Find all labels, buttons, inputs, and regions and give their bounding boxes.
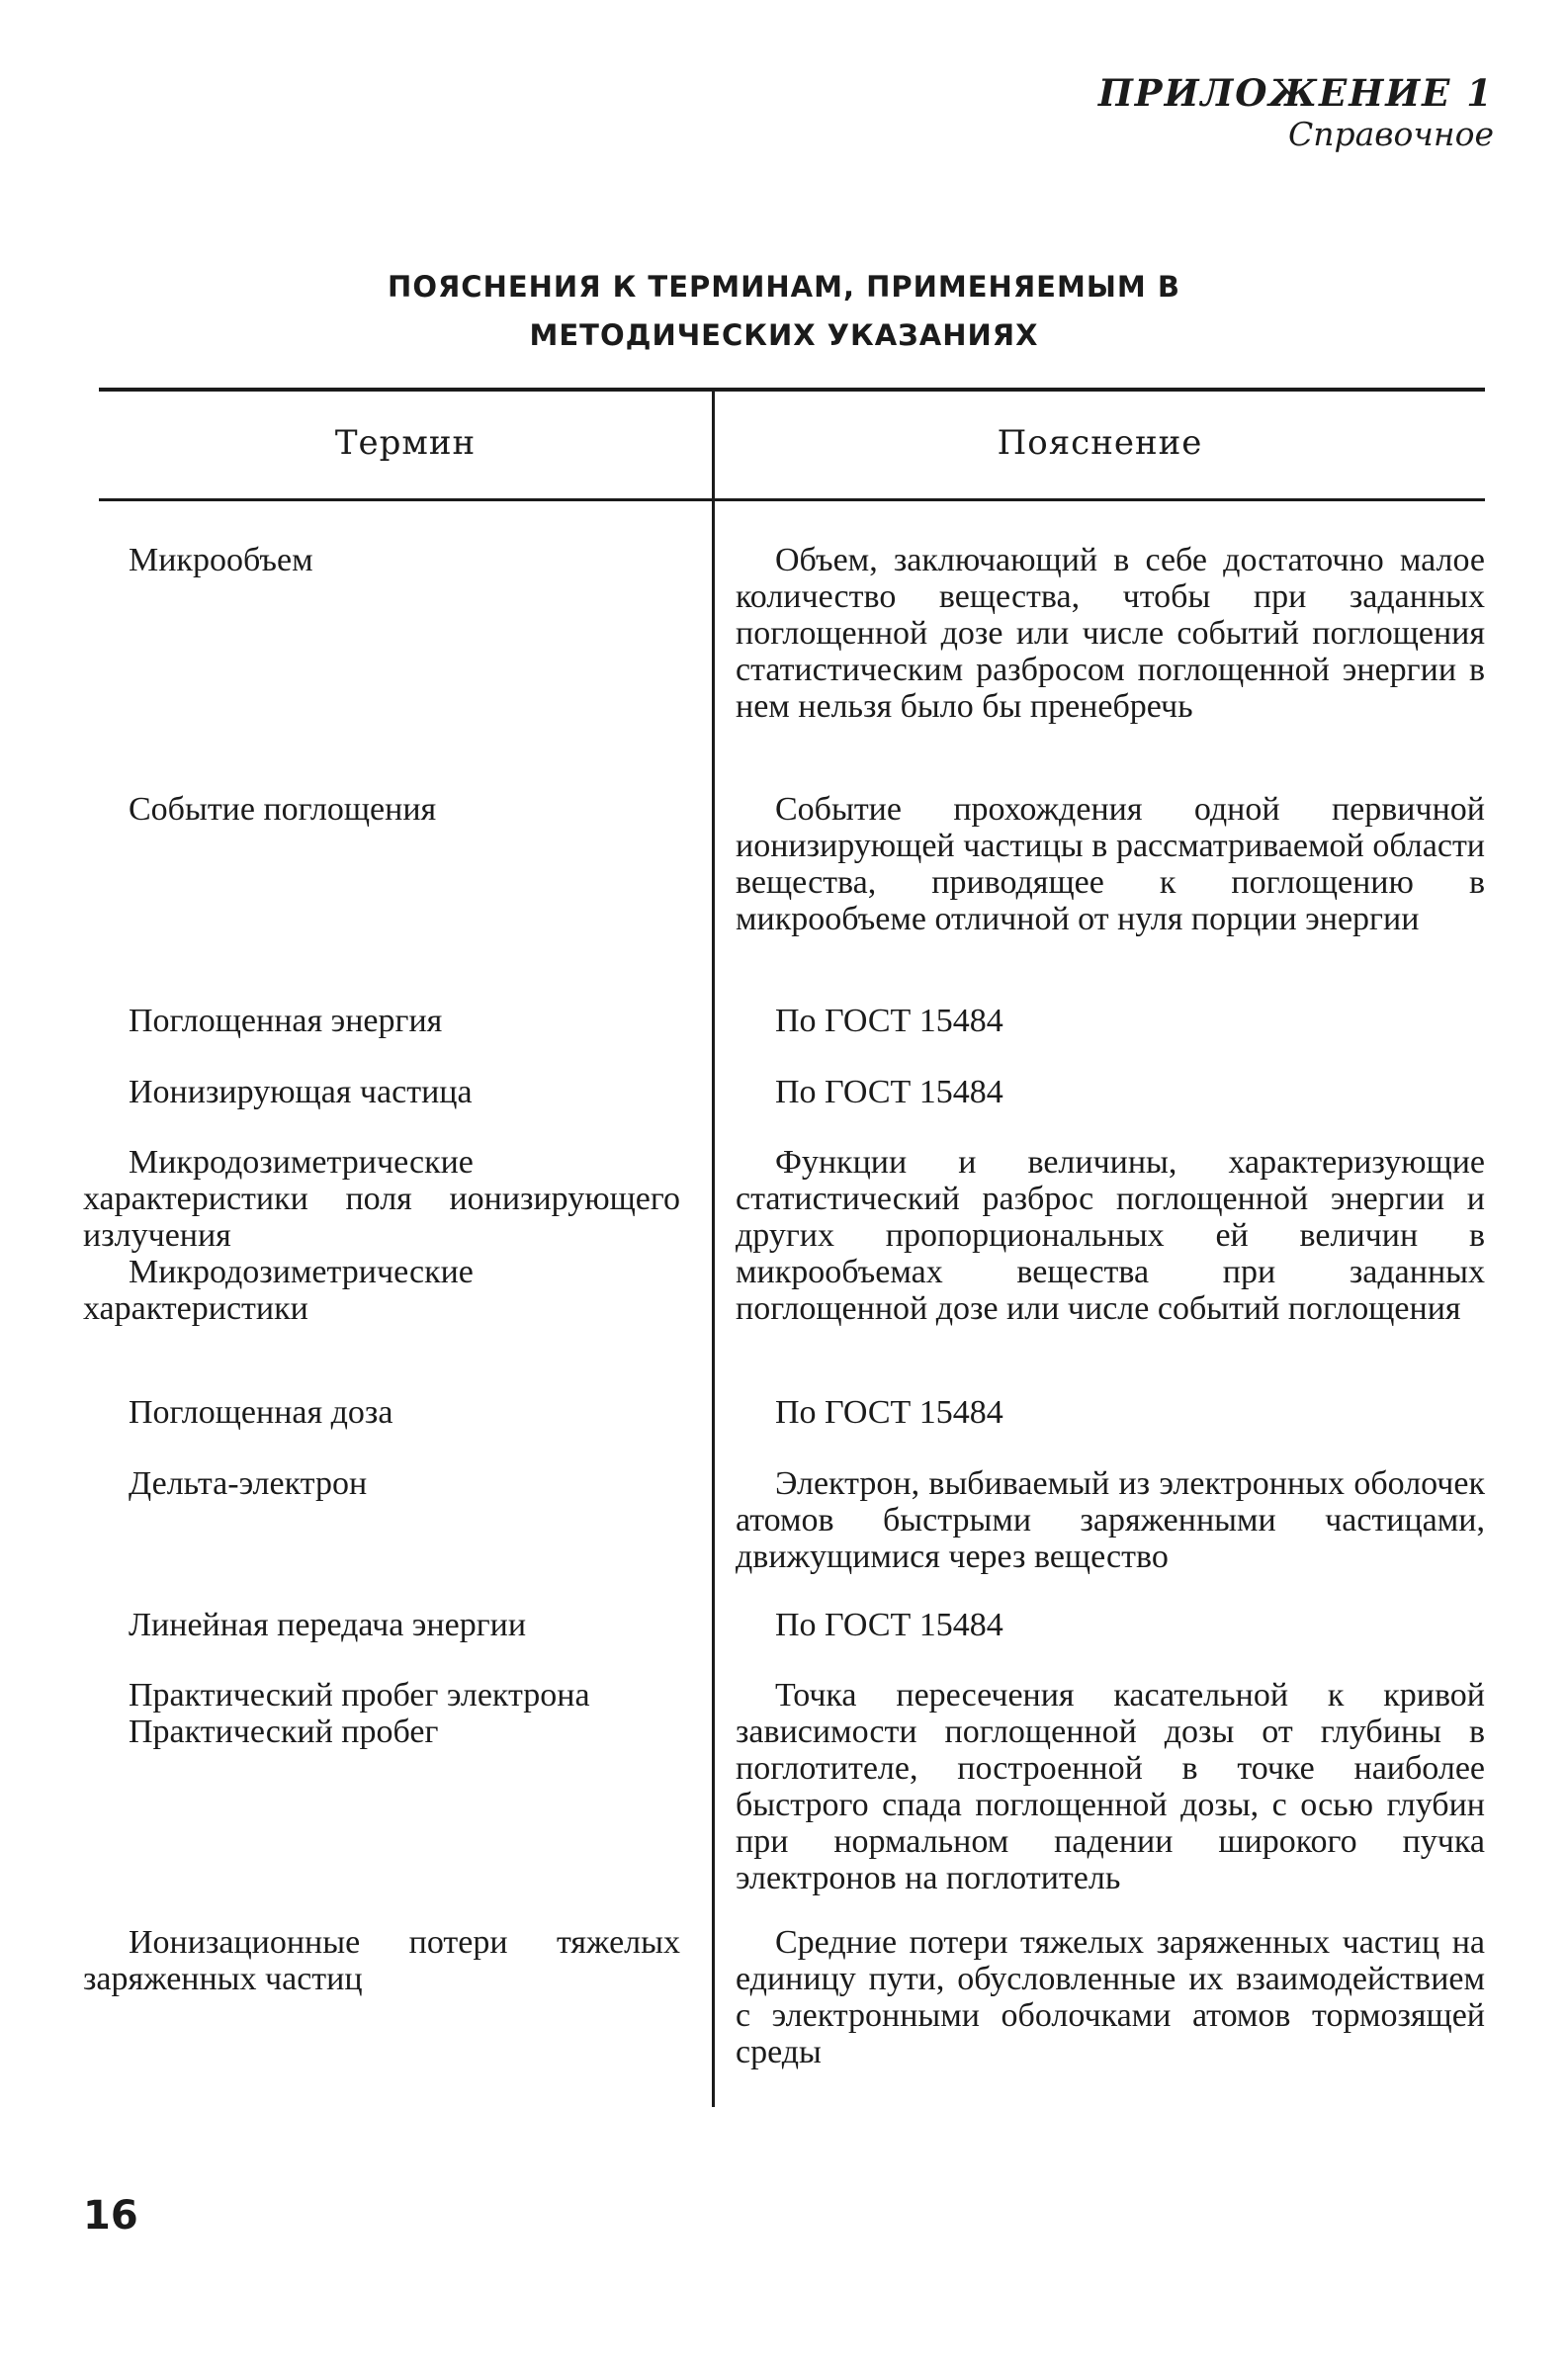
term-synonym: Микродозиметрические характеристики	[83, 1254, 474, 1327]
term-text: Дельта-электрон	[129, 1465, 368, 1502]
appendix-type: Справочное	[1287, 115, 1494, 154]
table-row-explanation	[736, 1924, 1485, 2070]
explanation-text: По ГОСТ 15484	[775, 1394, 1003, 1431]
column-divider	[712, 392, 715, 2107]
term-text: Поглощенная доза	[129, 1394, 393, 1431]
term-text: Микрообъем	[129, 542, 313, 578]
term-text: Практический пробег электрона	[129, 1677, 590, 1714]
explanation-text: Функции и величины, характеризующие статистический разброс поглощенной энергии и других пропорциональных ей величин в микрообъемах вещества при заданных поглощенной дозе или числе событий поглощения	[736, 1144, 1485, 1327]
table-row-explanation	[736, 542, 1485, 725]
explanation-text: По ГОСТ 15484	[775, 1607, 1003, 1643]
term-synonym: Практический пробег	[129, 1714, 439, 1750]
table-row-explanation	[736, 1144, 1485, 1327]
term-text: Линейная передача энергии	[129, 1607, 527, 1643]
explanation-text: По ГОСТ 15484	[775, 1074, 1003, 1110]
column-header-term: Термин	[334, 423, 477, 463]
table-row-term	[83, 1003, 680, 1039]
table-row-explanation	[736, 1677, 1485, 1896]
title-line-1: ПОЯСНЕНИЯ К ТЕРМИНАМ, ПРИМЕНЯЕМЫМ В	[388, 270, 1180, 304]
column-header-explanation: Пояснение	[997, 423, 1203, 463]
table-row-explanation	[736, 1394, 1485, 1431]
explanation-text: Событие прохождения одной первичной ионизирующей частицы в рассматриваемой области вещества, приводящее к поглощению в микрообъеме отличной от нуля порции энергии	[736, 791, 1485, 937]
appendix-header	[1098, 71, 1494, 154]
title-line-2: МЕТОДИЧЕСКИХ УКАЗАНИЯХ	[529, 318, 1039, 352]
table-top-rule	[99, 388, 1485, 392]
term-text: Поглощенная энергия	[129, 1003, 443, 1039]
table-row-term	[83, 542, 680, 578]
explanation-text: Объем, заключающий в себе достаточно малое количество вещества, чтобы при заданных поглощенной дозе или числе событий поглощения статистическим разбросом поглощенной энергии в нем нельзя было бы пренебречь	[736, 542, 1485, 725]
table-row-term	[83, 791, 680, 828]
appendix-label: ПРИЛОЖЕНИЕ 1	[1097, 71, 1494, 115]
table-row-explanation	[736, 1465, 1485, 1575]
table-row-term	[83, 1677, 680, 1750]
explanation-text: Точка пересечения касательной к кривой зависимости поглощенной дозы от глубины в поглотителе, построенной в точке наиболее быстрого спада поглощенной дозы, с осью глубин при нормальном падении широкого пучка электронов на поглотитель	[736, 1677, 1485, 1896]
explanation-text: Электрон, выбиваемый из электронных оболочек атомов быстрыми заряженными частицами, движущимися через вещество	[736, 1465, 1485, 1575]
table-row-explanation	[736, 1003, 1485, 1039]
explanation-text: Средние потери тяжелых заряженных частиц на единицу пути, обусловленные их взаимодействием с электронными оболочками атомов тормозящей среды	[736, 1924, 1485, 2070]
table-row-term	[83, 1924, 680, 1997]
table-row-term	[83, 1394, 680, 1431]
table-row-term	[83, 1607, 680, 1643]
explanation-text: По ГОСТ 15484	[775, 1003, 1003, 1039]
table-row-explanation	[736, 1074, 1485, 1110]
table-row-term	[83, 1144, 680, 1327]
page-number: 16	[83, 2193, 138, 2239]
term-text: Ионизирующая частица	[129, 1074, 473, 1110]
table-row-explanation	[736, 791, 1485, 937]
term-text: Микродозиметрические характеристики поля ионизирующего излучения	[83, 1144, 680, 1254]
table-row-term	[83, 1465, 680, 1502]
table-header-rule	[99, 498, 1485, 501]
term-text: Событие поглощения	[129, 791, 437, 828]
table-row-explanation	[736, 1607, 1485, 1643]
table-row-term	[83, 1074, 680, 1110]
term-text: Ионизационные потери тяжелых заряженных частиц	[83, 1924, 680, 1997]
page-title	[0, 263, 1568, 360]
